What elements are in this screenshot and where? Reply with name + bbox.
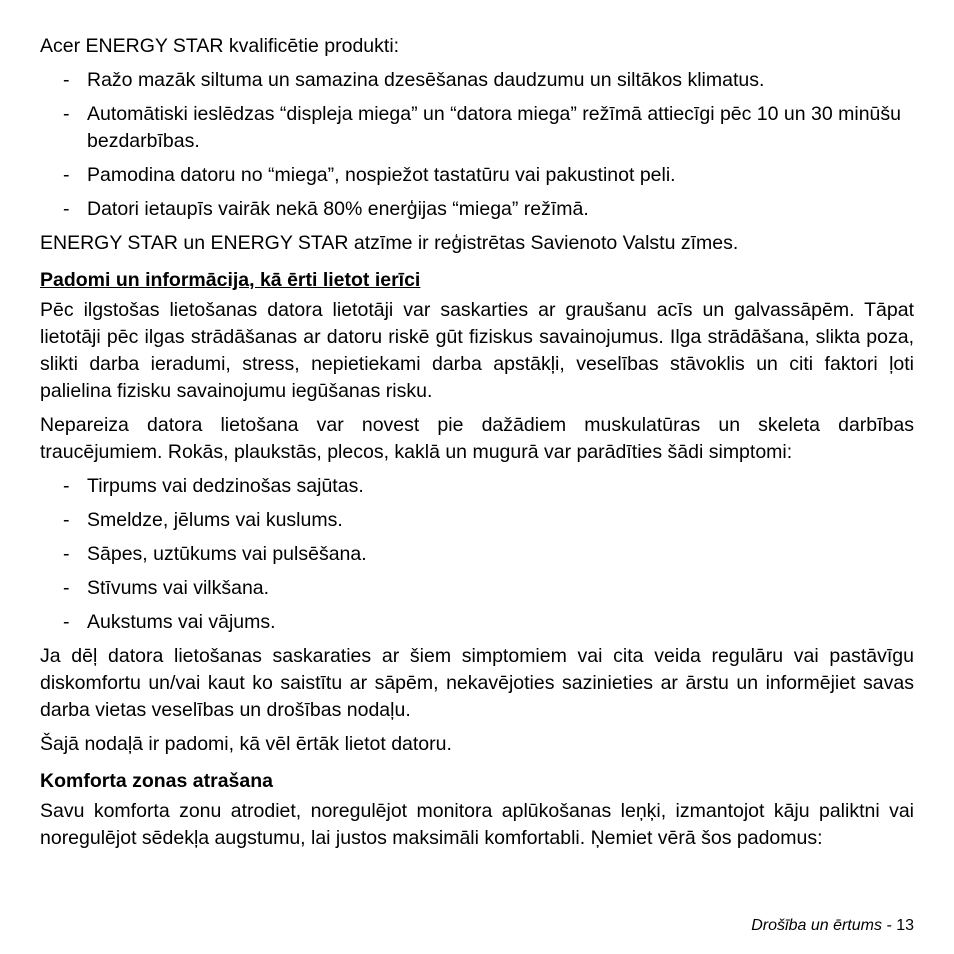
list-item [40,575,914,602]
list-item-text: Tirpums vai dedzinošas sajūtas. [87,475,364,497]
list-item-text: Pamodina datoru no “miega”, nospiežot tastatūru vai pakustinot peli. [87,164,676,186]
paragraph: Savu komforta zonu atrodiet, noregulējot monitora aplūkošanas leņķi, izmantojot kāju paliktni vai noregulējot sēdekļa augstumu, lai justos maksimāli komfortabli. Ņemiet vērā šos padomus: [40,800,914,849]
dash-bullet: - [63,198,70,220]
dash-bullet: - [63,577,70,599]
paragraph: Ja dēļ datora lietošanas saskaraties ar šiem simptomiem vai cita veida regulāru vai pastāvīgu diskomfortu un/vai kaut ko saistītu ar sāpēm, nekavējoties sazinieties ar ārstu un informējiet savas darba vietas veselības un drošības nodaļu. [40,645,914,721]
paragraph: Nepareiza datora lietošana var novest pie dažādiem muskulatūras un skeleta darbības traucējumiem. Rokās, plaukstās, plecos, kaklā un mugurā var parādīties šādi simptomi: [40,414,914,463]
paragraph: Pēc ilgstošas lietošanas datora lietotāji var saskarties ar graušanu acīs un galvassāpēm. Tāpat lietotāji pēc ilgas strādāšanas ar datoru riskē gūt fiziskus savainojumus. Ilga strādāšana, slikta poza, slikti darba ieradumi, stress, nepietiekami darba apstākļi, veselības stāvoklis un citi faktori ļoti palielina fizisku savainojumu iegūšanas risku. [40,299,914,402]
list-item [40,473,914,500]
paragraph: Šajā nodaļā ir padomi, kā vēl ērtāk lietot datoru. [40,733,452,755]
list-item [40,101,914,155]
section-heading-comfort-tips: Padomi un informācija, kā ērti lietot ierīci [40,269,421,291]
list-item-text: Datori ietaupīs vairāk nekā 80% enerģijas “miega” režīmā. [87,198,589,220]
list-item [40,609,914,636]
trademark-text: ENERGY STAR un ENERGY STAR atzīme ir reģistrētas Savienoto Valstu zīmes. [40,232,739,254]
list-item [40,507,914,534]
list-item-text: Ražo mazāk siltuma un samazina dzesēšanas daudzumu un siltākos klimatus. [87,69,765,91]
list-item [40,67,914,94]
list-item [40,541,914,568]
dash-bullet: - [63,543,70,565]
energy-star-list [40,67,914,223]
document-body [40,33,914,859]
list-item-text: Stīvums vai vilkšana. [87,577,270,599]
page-footer [751,917,914,935]
dash-bullet: - [63,103,70,125]
page-number: 13 [896,917,914,934]
list-item-text: Smeldze, jēlums vai kuslums. [87,509,343,531]
footer-section-title: Drošība un ērtums - [751,917,892,934]
intro-text: Acer ENERGY STAR kvalificētie produkti: [40,35,400,57]
list-item [40,162,914,189]
dash-bullet: - [63,611,70,633]
list-item-text: Automātiski ieslēdzas “displeja miega” un “datora miega” režīmā attiecīgi pēc 10 un 30 minūšu bezdarbības. [87,103,901,152]
list-item-text: Sāpes, uztūkums vai pulsēšana. [87,543,367,565]
dash-bullet: - [63,475,70,497]
symptoms-list [40,473,914,636]
dash-bullet: - [63,509,70,531]
dash-bullet: - [63,164,70,186]
list-item [40,196,914,223]
section-heading-comfort-zone: Komforta zonas atrašana [40,770,273,792]
list-item-text: Aukstums vai vājums. [87,611,276,633]
dash-bullet: - [63,69,70,91]
